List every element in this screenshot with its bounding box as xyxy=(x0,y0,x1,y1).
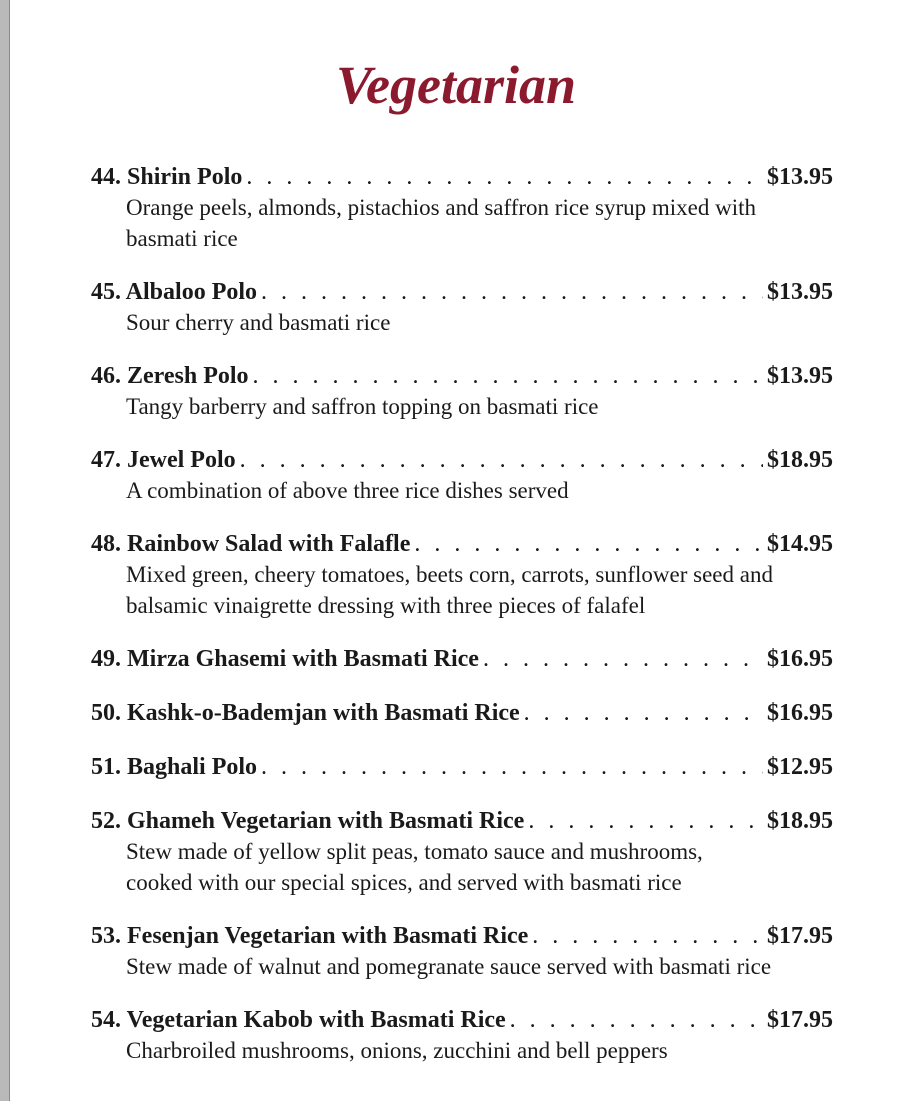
menu-item-name: 48. Rainbow Salad with Falafle xyxy=(91,531,411,557)
menu-item xyxy=(91,529,833,621)
menu-item-name: 44. Shirin Polo xyxy=(91,164,243,190)
menu-item-name: 51. Baghali Polo xyxy=(91,754,258,780)
menu-item-header xyxy=(91,361,833,391)
menu-item xyxy=(91,806,833,898)
menu-item xyxy=(91,644,833,674)
menu-item-header xyxy=(91,162,833,192)
menu-item xyxy=(91,752,833,782)
menu-item-price: $13.95 xyxy=(767,279,833,305)
menu-item-header xyxy=(91,752,833,782)
menu-item-description: Sour cherry and basmati rice xyxy=(126,310,391,335)
menu-item-name: 53. Fesenjan Vegetarian with Basmati Rice xyxy=(91,923,529,949)
menu-item-description: Mixed green, cheery tomatoes, beets corn, carrots, sunflower seed and balsamic vinaigrette dressing with three pieces of falafel xyxy=(126,562,773,618)
menu-item-price: $16.95 xyxy=(767,646,833,672)
menu-item-name: 49. Mirza Ghasemi with Basmati Rice xyxy=(91,646,479,672)
menu-item xyxy=(91,361,833,422)
menu-item-header xyxy=(91,921,833,951)
menu-item-name: 50. Kashk-o-Bademjan with Basmati Rice xyxy=(91,700,520,726)
dot-leader xyxy=(253,361,763,391)
menu-item-price: $17.95 xyxy=(767,923,833,949)
menu-item xyxy=(91,1005,833,1066)
menu-item-header xyxy=(91,277,833,307)
menu-item-name: 46. Zeresh Polo xyxy=(91,363,249,389)
menu-item xyxy=(91,698,833,728)
menu-list xyxy=(91,162,833,1089)
menu-item xyxy=(91,162,833,254)
menu-item-name: 45. Albaloo Polo xyxy=(91,279,258,305)
menu-item-header xyxy=(91,698,833,728)
menu-item xyxy=(91,921,833,982)
menu-item xyxy=(91,445,833,506)
menu-item-price: $18.95 xyxy=(767,808,833,834)
menu-item-price: $14.95 xyxy=(767,531,833,557)
menu-item-header xyxy=(91,644,833,674)
dot-leader xyxy=(528,806,763,836)
menu-item-header xyxy=(91,529,833,559)
menu-item-price: $13.95 xyxy=(767,164,833,190)
dot-leader xyxy=(261,277,763,307)
menu-item-description: Tangy barberry and saffron topping on basmati rice xyxy=(126,394,599,419)
menu-item xyxy=(91,277,833,338)
menu-item-name: 47. Jewel Polo xyxy=(91,447,236,473)
dot-leader xyxy=(240,445,763,475)
menu-item-price: $17.95 xyxy=(767,1007,833,1033)
menu-item-header xyxy=(91,1005,833,1035)
menu-item-header xyxy=(91,806,833,836)
menu-item-description: A combination of above three rice dishes served xyxy=(126,478,569,503)
menu-item-description: Charbroiled mushrooms, onions, zucchini and bell peppers xyxy=(126,1038,668,1063)
dot-leader xyxy=(483,644,763,674)
menu-item-name: 52. Ghameh Vegetarian with Basmati Rice xyxy=(91,808,525,834)
menu-item-price: $12.95 xyxy=(767,754,833,780)
menu-item-header xyxy=(91,445,833,475)
page-edge xyxy=(0,0,9,1101)
dot-leader xyxy=(510,1005,763,1035)
menu-item-description: Orange peels, almonds, pistachios and saffron rice syrup mixed with basmati rice xyxy=(126,195,757,251)
page-edge-line xyxy=(9,0,10,1101)
menu-item-price: $16.95 xyxy=(767,700,833,726)
dot-leader xyxy=(532,921,763,951)
menu-item-price: $13.95 xyxy=(767,363,833,389)
menu-item-name: 54. Vegetarian Kabob with Basmati Rice xyxy=(91,1007,506,1033)
menu-item-price: $18.95 xyxy=(767,447,833,473)
dot-leader xyxy=(261,752,763,782)
dot-leader xyxy=(246,162,763,192)
page-title: Vegetarian xyxy=(335,55,577,115)
menu-item-description: Stew made of yellow split peas, tomato sauce and mushrooms, cooked with our special spices, and served with basmati rice xyxy=(126,839,703,895)
dot-leader xyxy=(524,698,763,728)
menu-item-description: Stew made of walnut and pomegranate sauce served with basmati rice xyxy=(126,954,772,979)
dot-leader xyxy=(414,529,763,559)
